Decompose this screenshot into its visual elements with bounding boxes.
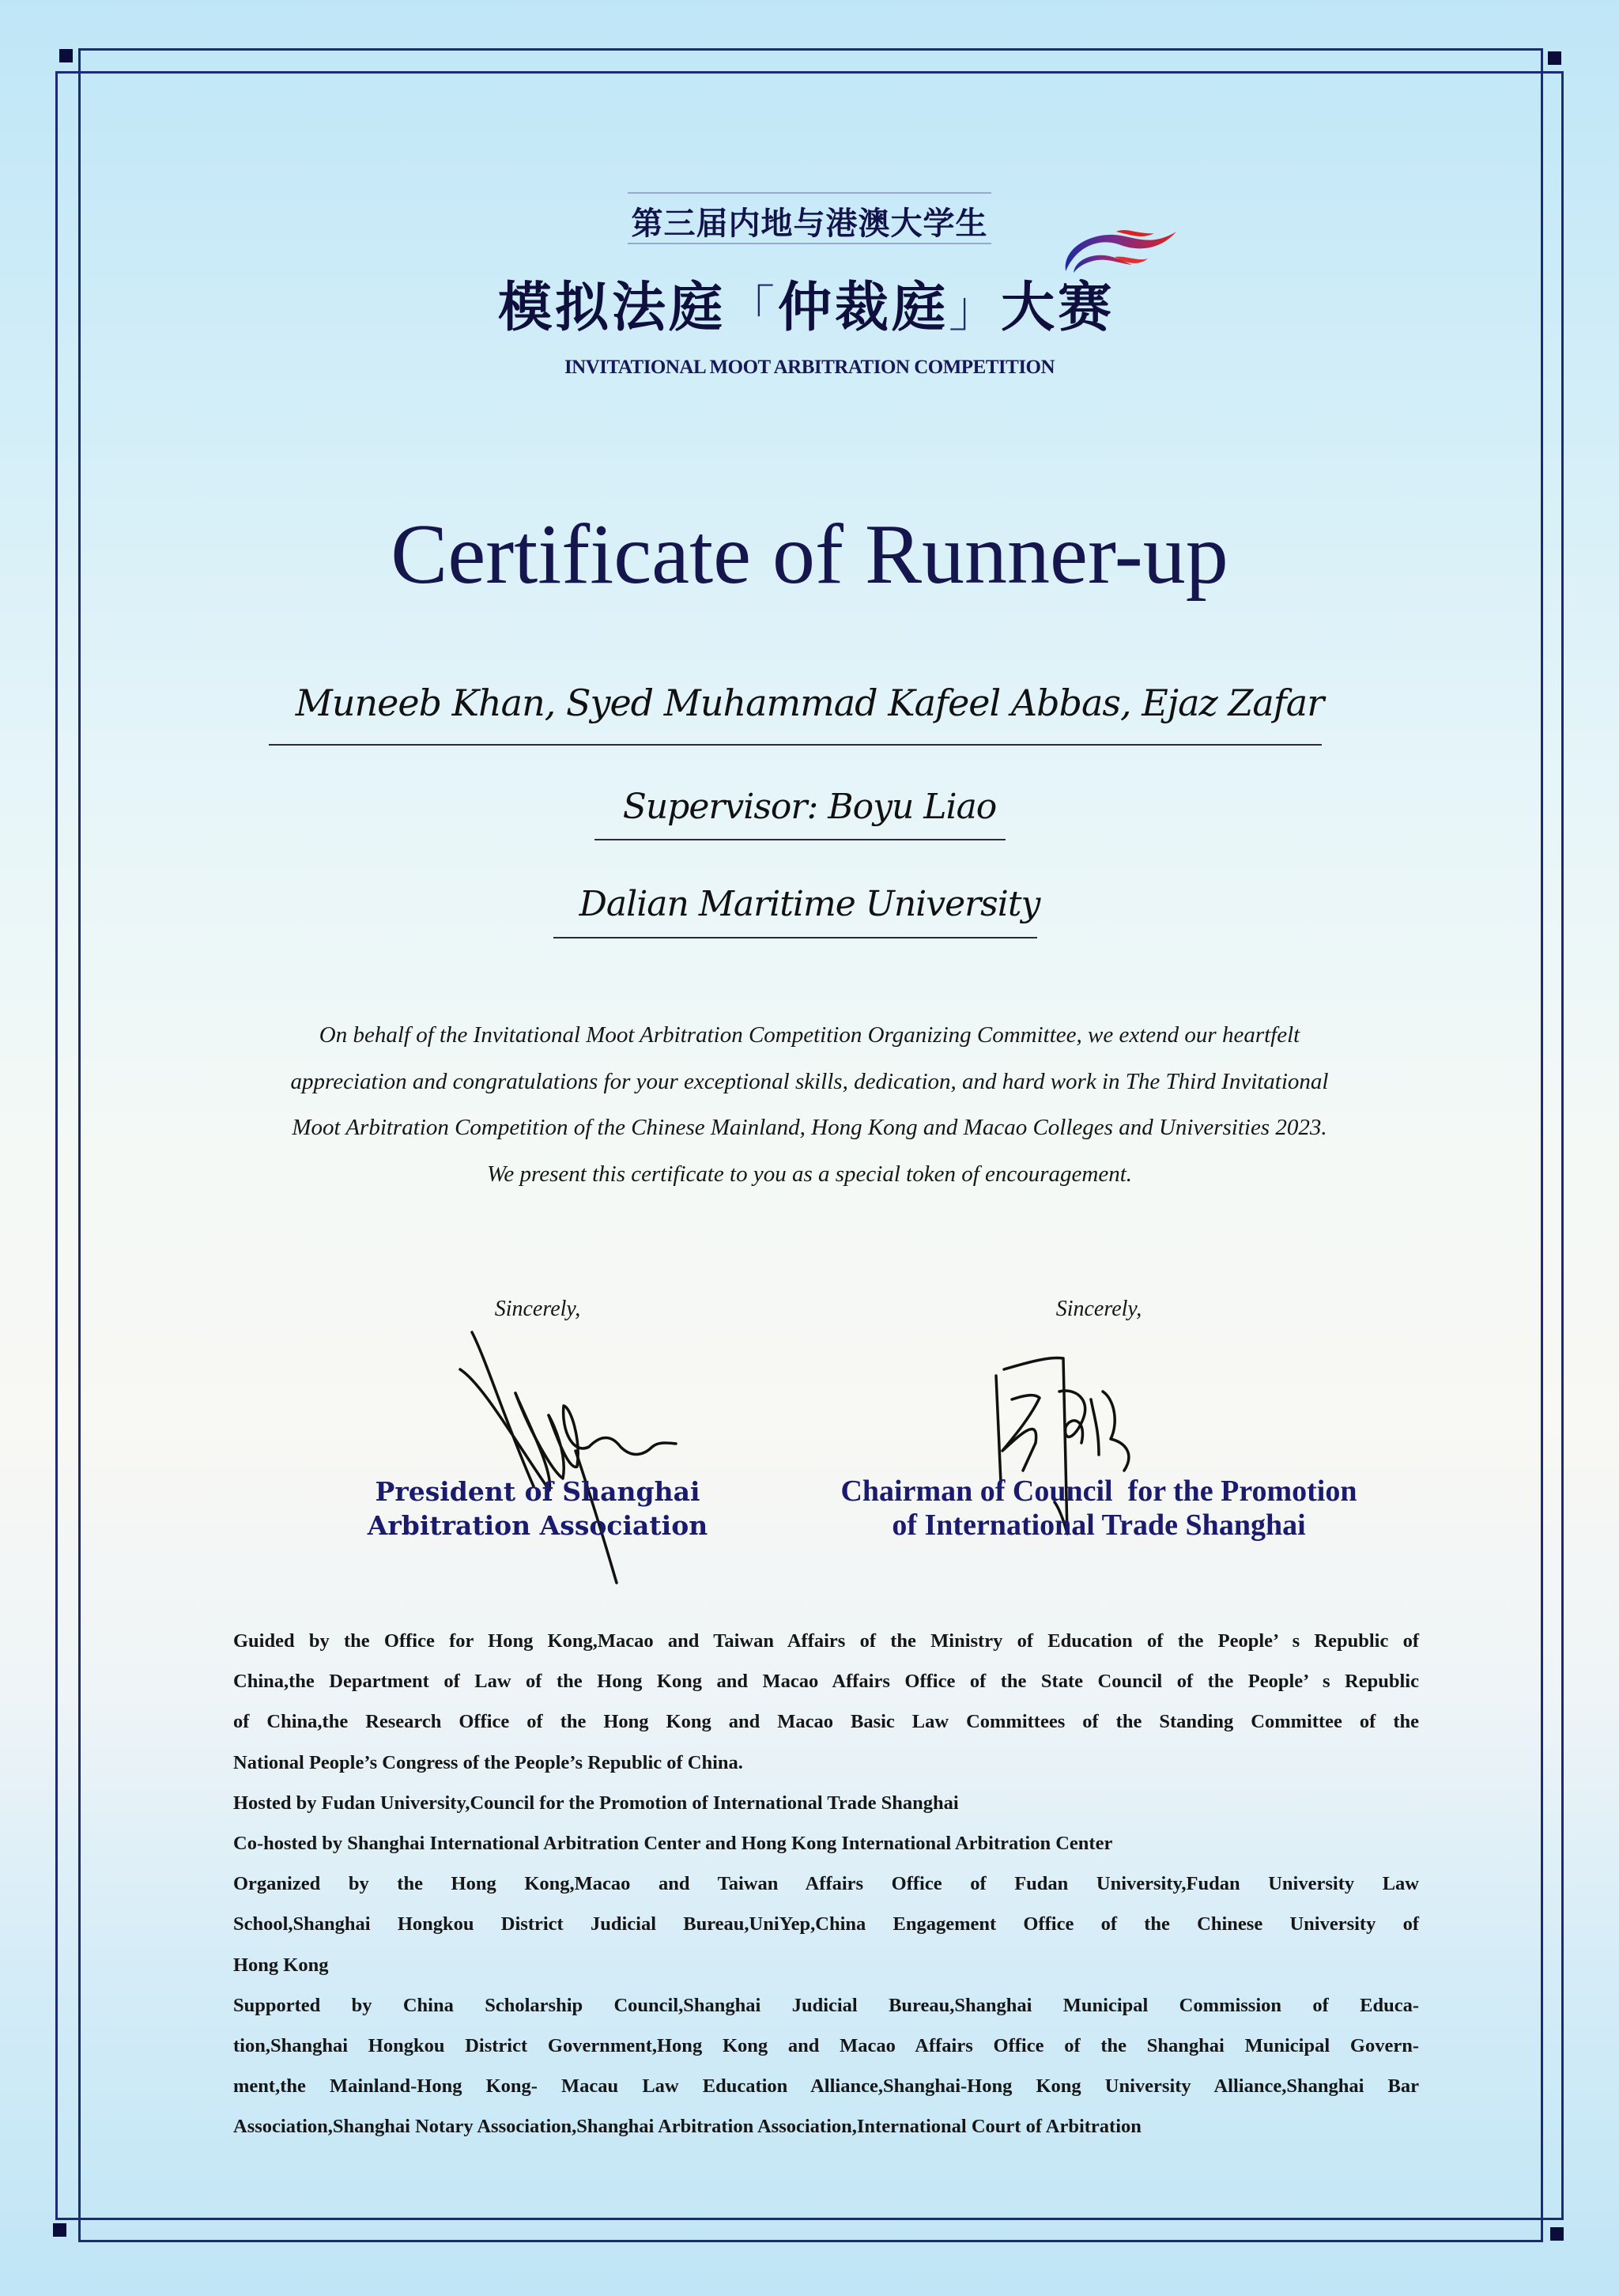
credits-line: Hosted by Fudan University,Council for the Promotion of International Trade Shanghai [233,1792,959,1814]
recipient-underline [269,744,1322,746]
credits-line: China,the Department of Law of the Hong Kong and Macao Affairs Office of the State Council of the People’ s Republic [233,1671,1419,1693]
body-line: On behalf of the Invitational Moot Arbitration Competition Organizing Committee, we extend our heartfelt [319,1022,1300,1048]
corner-mark-bottom-right [1550,2227,1564,2241]
credits-line: Supported by China Scholarship Council,Shanghai Judicial Bureau,Shanghai Municipal Commission of Educa- [233,1994,1419,2016]
cn-name-part3: 大赛 [1001,277,1115,339]
supervisor-name: Supervisor: Boyu Liao [622,787,997,827]
credits-line: Organized by the Hong Kong,Macao and Taiwan Affairs Office of Fudan University,Fudan University Law [233,1873,1419,1895]
certificate-title: Certificate of Runner-up [391,508,1228,602]
signatory-left-title-line1: President of Shanghai [375,1476,700,1507]
signature-left-icon [395,1312,680,1597]
credits-line: Hong Kong [233,1954,329,1976]
certificate-body [190,1012,1429,1197]
credits-line: Co-hosted by Shanghai International Arbitration Center and Hong Kong International Arbitration Center [233,1832,1113,1854]
credits-line: ment,the Mainland-Hong Kong- Macau Law Education Alliance,Shanghai-Hong Kong University Alliance,Shanghai Bar [233,2075,1419,2098]
credits-line: National People’s Congress of the People’s Republic of China. [233,1751,743,1773]
cn-bracket-open: 「 [726,280,779,338]
chinese-subtitle-band [628,192,991,244]
credits-line: of China,the Research Office of the Hong Kong and Macao Basic Law Committees of the Standing Committee of the [233,1711,1419,1733]
signatory-left [300,1297,775,1541]
credits-line: Guided by the Office for Hong Kong,Macao and Taiwan Affairs of the Ministry of Education of the People’ s Republic of [233,1630,1419,1652]
english-competition-subtitle: INVITATIONAL MOOT ARBITRATION COMPETITION [564,357,1055,378]
signatory-right [791,1297,1407,1542]
closing-right: Sincerely, [1055,1297,1142,1321]
university-underline [553,937,1037,938]
credits-line: School,Shanghai Hongkou District Judicial Bureau,UniYep,China Engagement Office of the Chinese University of [233,1913,1419,1935]
university-name: Dalian Maritime University [579,884,1040,924]
body-line: Moot Arbitration Competition of the Chinese Mainland, Hong Kong and Macao Colleges and Universities 2023. [292,1115,1327,1140]
cn-bracket-close: 」 [949,280,1002,338]
chinese-competition-name [498,265,1115,342]
corner-mark-top-right [1548,51,1561,65]
signatory-right-title-line2: of International Trade Shanghai [892,1509,1306,1542]
chinese-subtitle: 第三届内地与港澳大学生 [631,206,988,242]
credits-line: Association,Shanghai Notary Association,Shanghai Arbitration Association,International Court of Arbitration [233,2116,1142,2138]
body-line: We present this certificate to you as a special token of encouragement. [486,1161,1133,1187]
closing-left: Sincerely, [494,1297,581,1321]
cn-name-part2: 仲裁庭 [778,277,949,339]
credits-line: tion,Shanghai Hongkou District Government,Hong Kong and Macao Affairs Office of the Shanghai Municipal Govern- [233,2034,1419,2056]
flame-swoosh-logo-icon [1059,224,1178,279]
signatory-left-title-line2: Arbitration Association [367,1510,708,1541]
signatory-right-title-line1: Chairman of Council for the Promotion [840,1475,1357,1508]
corner-mark-bottom-left [53,2223,66,2237]
cn-name-part1: 模拟法庭 [498,277,726,339]
recipient-names: Muneeb Khan, Syed Muhammad Kafeel Abbas, Ejaz Zafar [295,682,1324,724]
corner-mark-top-left [59,49,73,62]
supervisor-underline [594,839,1006,840]
body-line: appreciation and congratulations for your exceptional skills, dedication, and hard work in The Third Invitational [290,1068,1329,1094]
organizer-credits [233,1621,1419,2147]
